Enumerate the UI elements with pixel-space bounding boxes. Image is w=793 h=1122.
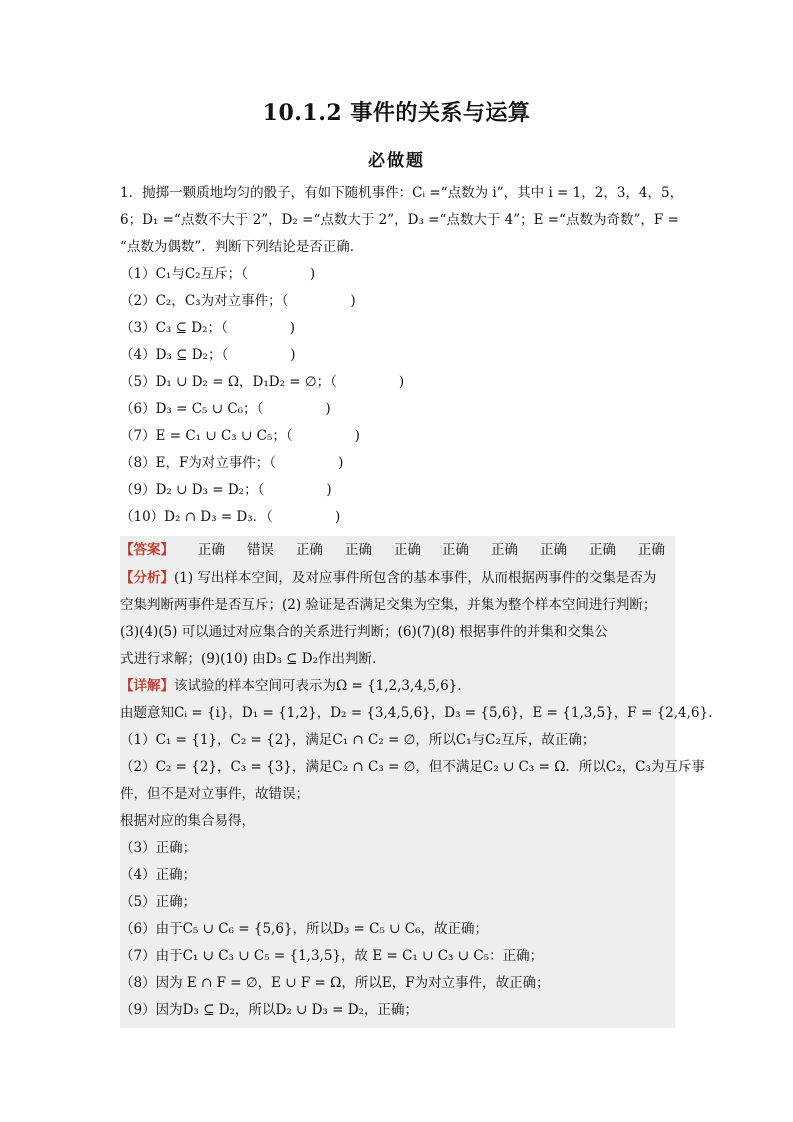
question-item-2: （2）C₂，C₃为对立事件；（ ) — [120, 293, 356, 309]
section-subtitle: 必做题 — [368, 151, 425, 171]
answer-value: 正确 — [491, 542, 518, 558]
page-title: 10.1.2 事件的关系与运算 — [262, 100, 531, 126]
detail-line: （4）正确； — [120, 867, 197, 883]
question-item-5: （5）D₁ ∪ D₂ = Ω，D₁D₂ = ∅；（ ) — [120, 374, 405, 390]
detail-line: （2）C₂ = {2}，C₃ = {3}，满足C₂ ∩ C₃ = ∅，但不满足C₂ ∪ C₃ = Ω．所以C₂，C₃为互斥事 — [120, 759, 705, 775]
analysis-line: (3)(4)(5) 可以通过对应集合的关系进行判断；(6)(7)(8) 根据事件的并集和交集公 — [120, 624, 608, 640]
answer-value: 正确 — [442, 542, 469, 558]
detail-line: 件，但不是对立事件，故错误； — [120, 786, 309, 802]
analysis-line: 式进行求解；(9)(10) 由D₃ ⊆ D₂作出判断. — [120, 651, 377, 667]
analysis-label: 【分析】 — [120, 570, 174, 586]
question-stem-line-2: 6；D₁ =“点数不大于 2”，D₂ =“点数大于 2”，D₃ =“点数大于 4”；E =“点数为奇数”，F = — [120, 212, 679, 228]
detail-line: （9）因为D₃ ⊆ D₂，所以D₂ ∪ D₃ = D₂，正确； — [120, 1002, 418, 1018]
answer-value: 正确 — [638, 542, 665, 558]
detail-line: 根据对应的集合易得， — [120, 813, 255, 829]
answer-value: 正确 — [540, 542, 567, 558]
answer-value: 正确 — [296, 542, 323, 558]
answer-value: 正确 — [394, 542, 421, 558]
answer-row — [120, 538, 675, 564]
detail-line: （3）正确； — [120, 840, 197, 856]
question-item-3: （3）C₃ ⊆ D₂；（ ) — [120, 320, 295, 336]
question-item-10: （10）D₂ ∩ D₃ = D₃．（ ) — [120, 509, 341, 525]
answer-value: 错误 — [247, 542, 274, 558]
question-item-7: （7）E = C₁ ∪ C₃ ∪ C₅；（ ) — [120, 428, 360, 444]
question-item-8: （8）E，F为对立事件；（ ) — [120, 455, 344, 471]
answer-value: 正确 — [345, 542, 372, 558]
detail-label: 【详解】 — [120, 678, 174, 694]
detail-line: （5）正确； — [120, 894, 197, 910]
question-block — [120, 180, 684, 531]
question-item-1: （1）C₁与C₂互斥；（ ) — [120, 266, 316, 282]
detail-line: 由题意知Cᵢ = {i}，D₁ = {1,2}，D₂ = {3,4,5,6}，D₃ = {5,6}，E = {1,3,5}，F = {2,4,6}. — [120, 705, 713, 721]
question-item-6: （6）D₃ = C₅ ∪ C₆；（ ) — [120, 401, 331, 417]
analysis-block — [120, 565, 713, 1024]
question-stem-line-3: “点数为偶数”．判断下列结论是否正确． — [120, 239, 364, 255]
question-item-9: （9）D₂ ∪ D₃ = D₂；（ ) — [120, 482, 332, 498]
question-item-4: （4）D₃ ⊆ D₂；（ ) — [120, 347, 296, 363]
detail-line: 【详解】该试验的样本空间可表示为Ω = {1,2,3,4,5,6}. — [120, 678, 462, 694]
question-stem-line-1: 1．抛掷一颗质地均匀的骰子，有如下随机事件：Cᵢ =“点数为 i”，其中 i = 1，2，3，4，5， — [120, 185, 684, 201]
detail-line: （7）由于C₁ ∪ C₃ ∪ C₅ = {1,3,5}，故 E = C₁ ∪ C₃ ∪ C₅：正确； — [120, 948, 544, 964]
answer-value: 正确 — [198, 542, 225, 558]
analysis-line: 空集判断两事件是否互斥；(2) 验证是否满足交集为空集，并集为整个样本空间进行判断； — [120, 597, 657, 613]
analysis-line: 【分析】(1) 写出样本空间，及对应事件所包含的基本事件，从而根据两事件的交集是否为 — [120, 570, 657, 586]
answer-label: 【答案】 — [120, 542, 174, 558]
answer-value: 正确 — [589, 542, 616, 558]
detail-line: （6）由于C₅ ∪ C₆ = {5,6}，所以D₃ = C₅ ∪ C₆，故正确； — [120, 921, 489, 937]
detail-line: （8）因为 E ∩ F = ∅，E ∪ F = Ω，所以E，F为对立事件，故正确； — [120, 975, 550, 991]
detail-line: （1）C₁ = {1}，C₂ = {2}，满足C₁ ∩ C₂ = ∅，所以C₁与C₂互斥，故正确； — [120, 732, 596, 748]
